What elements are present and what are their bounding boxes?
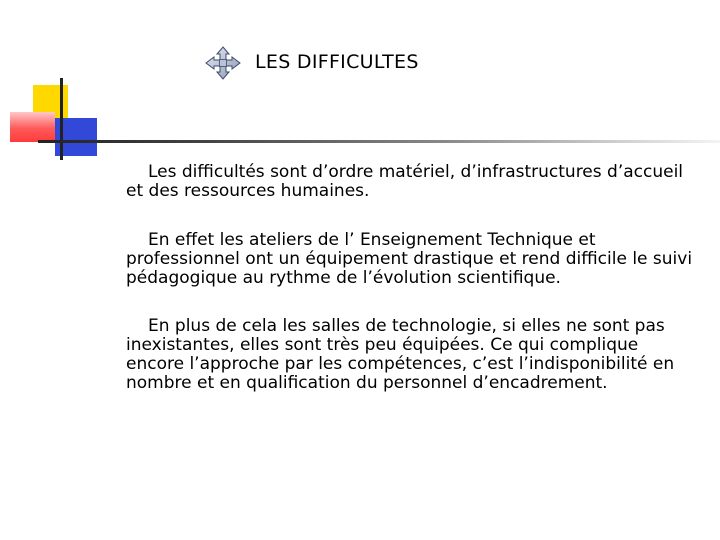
paragraph-salles: En plus de cela les salles de technologie, si elles ne sont pas inexistantes, elles sont très peu équipées. Ce qui complique encore l’approche par les compétences, c’est l’indisponibilité en nombre et en qualification du personnel d’encadrement. xyxy=(126,316,675,393)
four-arrows-cross-icon xyxy=(205,46,241,80)
decor-red-square xyxy=(10,112,55,142)
decor-vertical-line xyxy=(60,78,63,160)
paragraph-difficultes: Les difficultés sont d’ordre matériel, d’infrastructures d’accueil et des ressources humaines. xyxy=(126,162,684,201)
paragraph-ateliers: En effet les ateliers de l’ Enseignement Technique et professionnel ont un équipement drastique et rend difficile le suivi pédagogique au rythme de l’évolution scientifique. xyxy=(126,230,693,288)
slide-title: LES DIFFICULTES xyxy=(255,51,419,73)
title-divider-line xyxy=(38,140,720,143)
